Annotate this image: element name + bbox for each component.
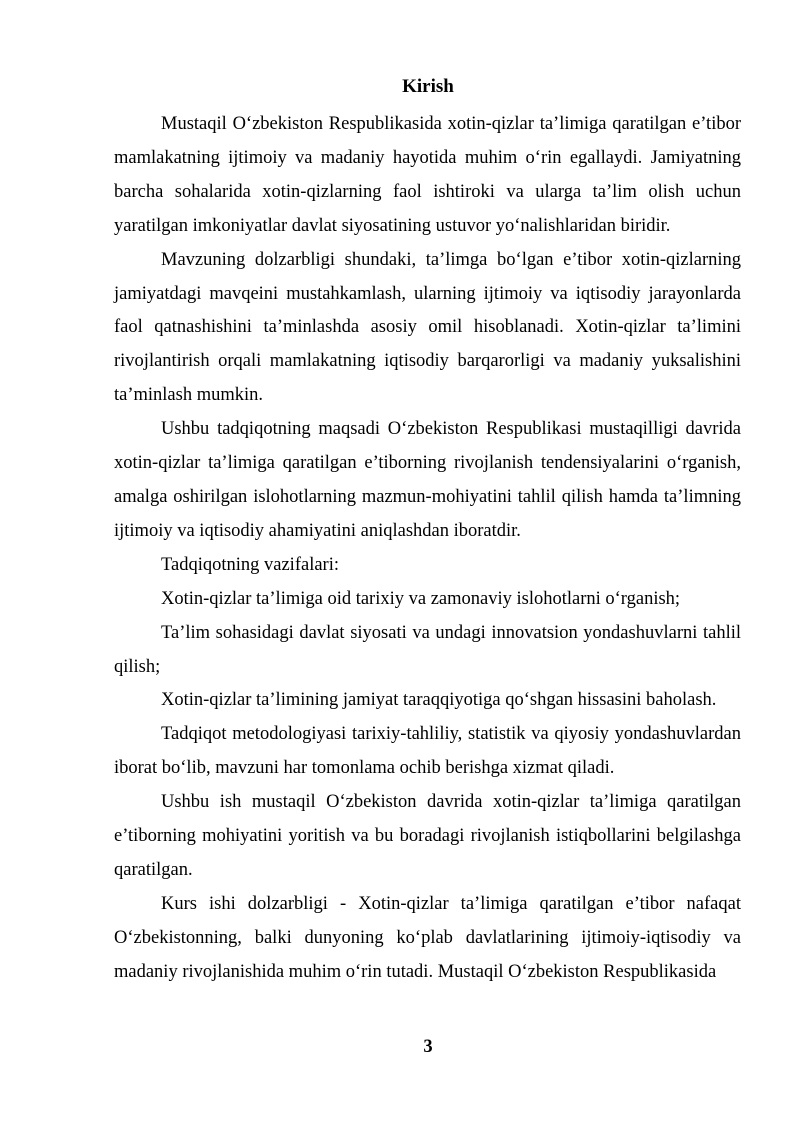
- task-item-2: Ta’lim sohasidagi davlat siyosati va undagi innovatsion yondashuvlarni tahlil qilish;: [114, 622, 741, 677]
- paragraph-1: Mustaqil O‘zbekiston Respublikasida xotin-qizlar ta’limiga qaratilgan e’tibor mamlakatning ijtimoiy va madaniy hayotida muhim o‘rin egallaydi. Jamiyatning barcha sohalarida xotin-qizlarning faol ishtiroki va ularga ta’lim olish uchun yaratilgan imkoniyatlar davlat siyosatining ustuvor yo‘nalishlaridan biridir.: [114, 114, 741, 236]
- task-item-3: Xotin-qizlar ta’limining jamiyat taraqqiyotiga qo‘shgan hissasini baholash.: [161, 690, 717, 711]
- page-number: 3: [423, 1037, 433, 1057]
- page-title: Kirish: [402, 76, 454, 97]
- paragraph-relevance: Kurs ishi dolzarbligi - Xotin-qizlar ta’limiga qaratilgan e’tibor nafaqat O‘zbekistonning, balki dunyoning ko‘plab davlatlarining ijtimoiy-iqtisodiy va madaniy rivojlanishida muhim o‘rin tutadi. Mustaqil O‘zbekiston Respublikasida: [114, 893, 741, 982]
- paragraph-2: Mavzuning dolzarbligi shundaki, ta’limga bo‘lgan e’tibor xotin-qizlarning jamiyatdagi mavqeini mustahkamlash, ularning ijtimoiy va iqtisodiy jarayonlarda faol qatnashishini ta’minlashda asosiy omil hisoblanadi. Xotin-qizlar ta’limini rivojlantirish orqali mamlakatning iqtisodiy barqarorligi va madaniy yuksalishini ta’minlash mumkin.: [114, 249, 741, 406]
- paragraph-purpose: Ushbu ish mustaqil O‘zbekiston davrida xotin-qizlar ta’limiga qaratilgan e’tiborning mohiyatini yoritish va bu boradagi rivojlanish istiqbollarini belgilashga qaratilgan.: [114, 792, 741, 880]
- paragraph-methodology: Tadqiqot metodologiyasi tarixiy-tahliliy, statistik va qiyosiy yondashuvlardan iborat bo‘lib, mavzuni har tomonlama ochib berishga xizmat qiladi.: [114, 724, 741, 779]
- task-item-1: Xotin-qizlar ta’limiga oid tarixiy va zamonaviy islohotlarni o‘rganish;: [161, 588, 681, 609]
- paragraph-tasks-heading: Tadqiqotning vazifalari:: [161, 554, 339, 575]
- body-text: [114, 108, 741, 990]
- paragraph-3: Ushbu tadqiqotning maqsadi O‘zbekiston Respublikasi mustaqilligi davrida xotin-qizlar ta’limiga qaratilgan e’tiborning rivojlanish tendensiyalarini o‘rganish, amalga oshirilgan islohotlarning mazmun-mohiyatini tahlil qilish hamda ta’limning ijtimoiy va iqtisodiy ahamiyatini aniqlashdan iboratdir.: [114, 419, 741, 541]
